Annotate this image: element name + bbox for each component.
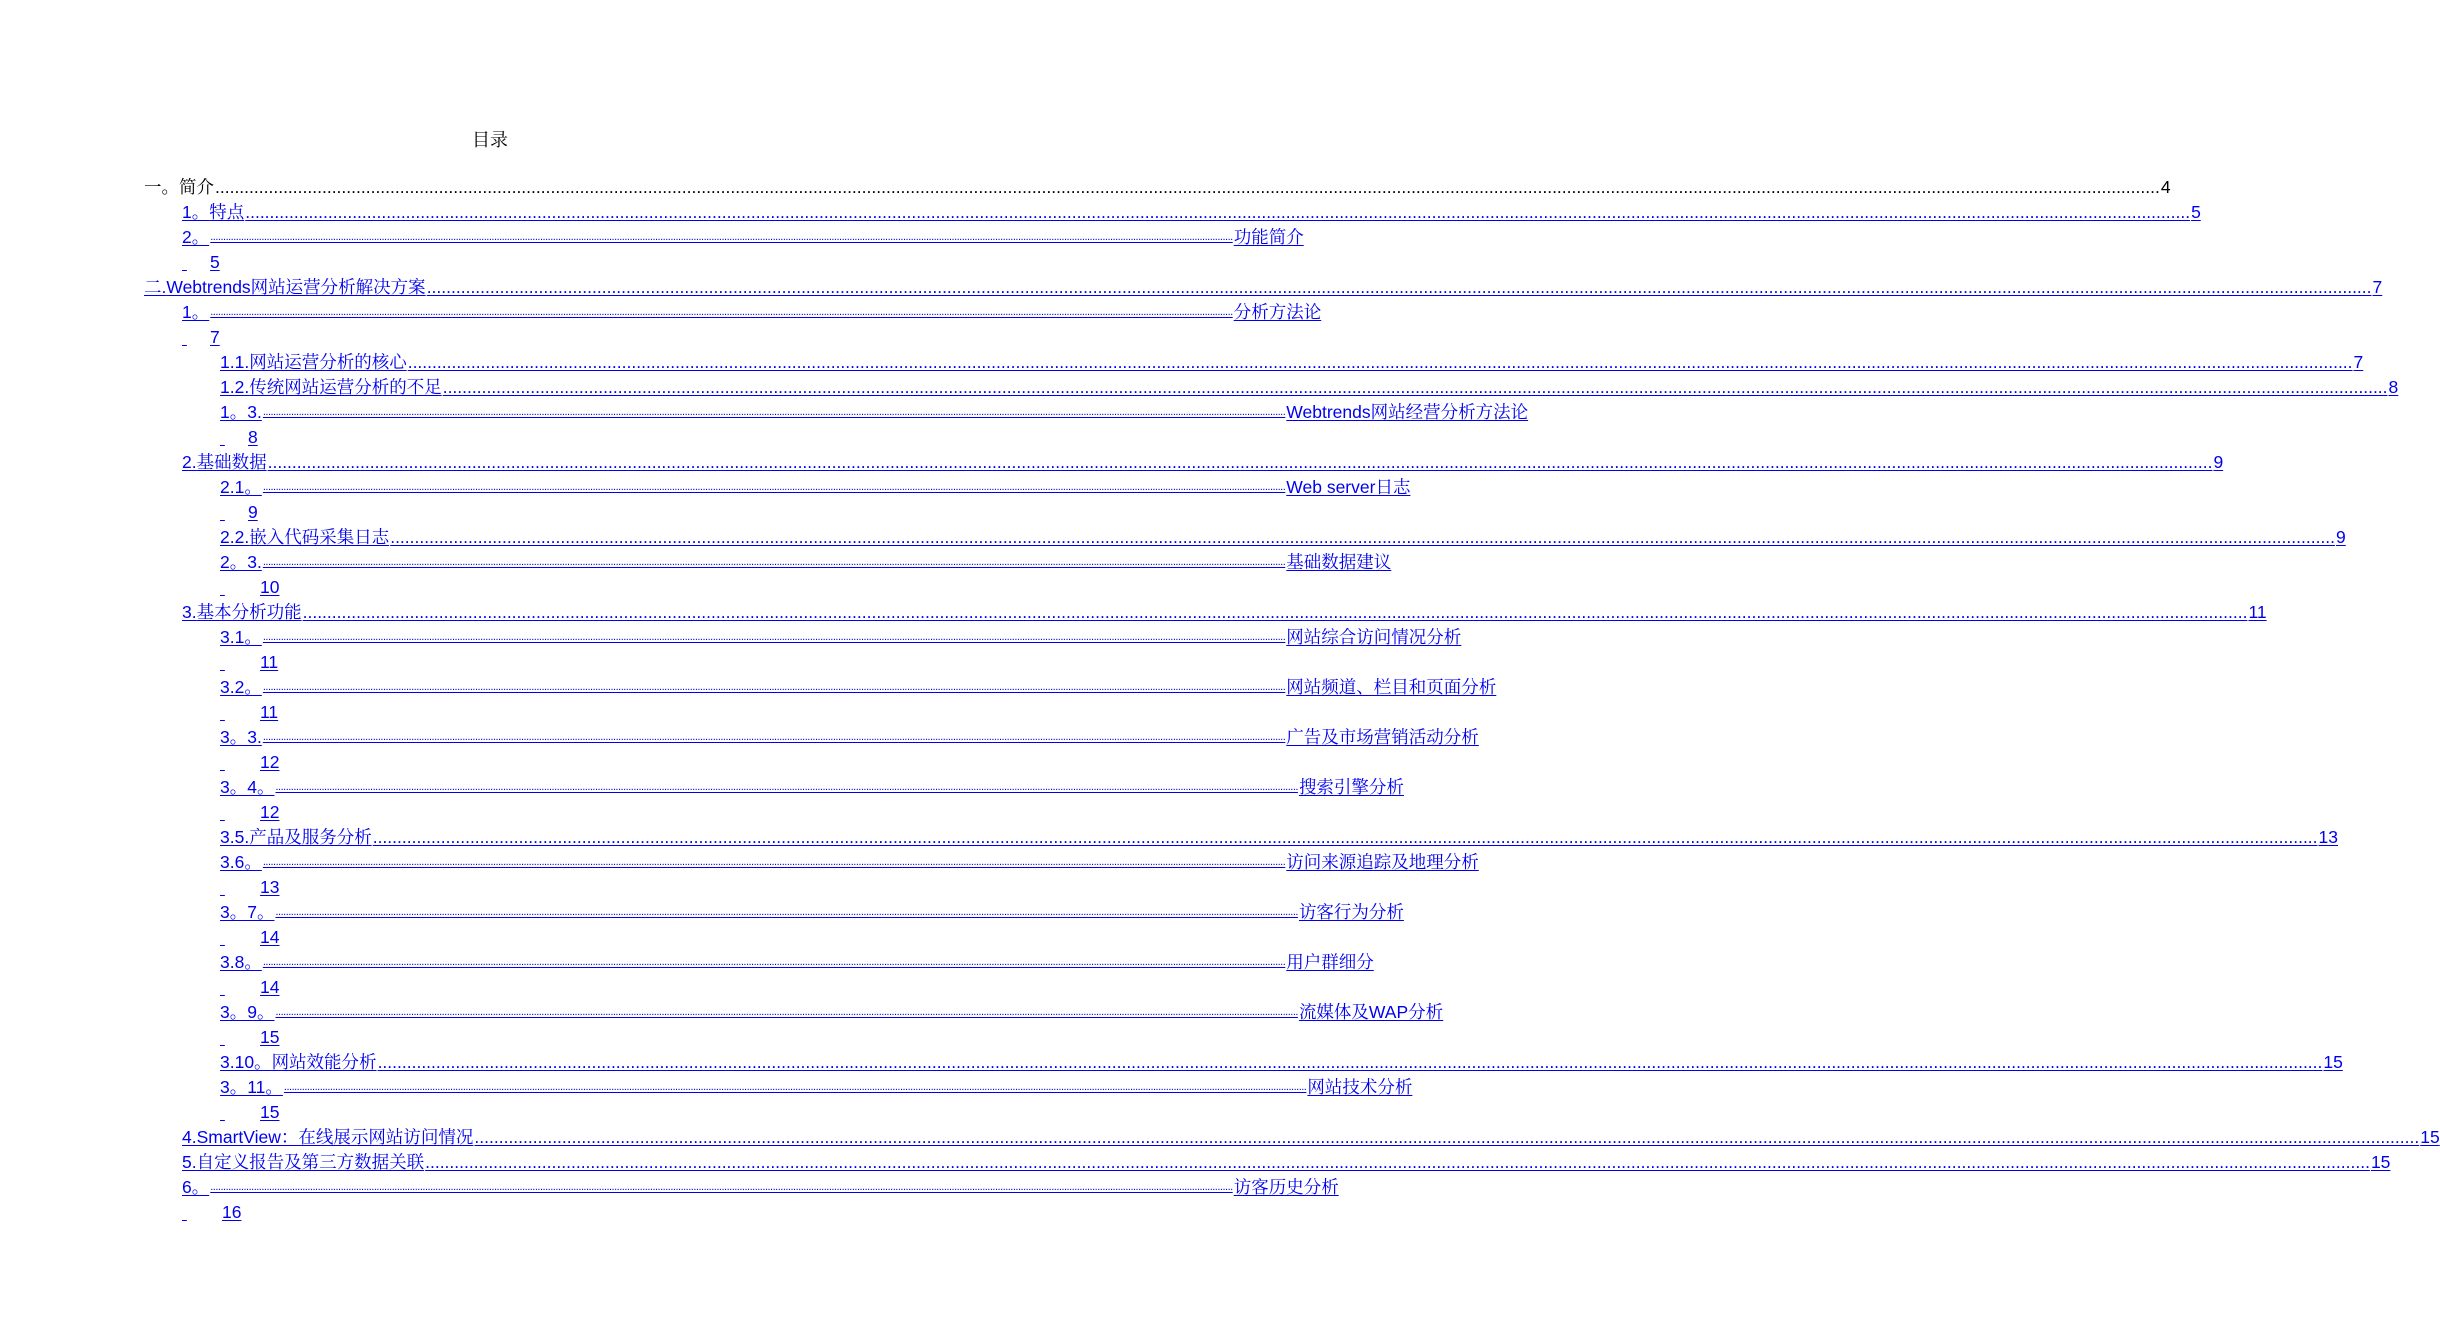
toc-entry-label: 访客行为分析 — [1298, 902, 1404, 922]
toc-entry-label: 搜索引擎分析 — [1298, 777, 1404, 797]
toc-entry-page: 9 — [2213, 452, 2224, 472]
toc-entry-label: 访问来源追踪及地理分析 — [1286, 852, 1479, 872]
toc-leader-dots: ................................................................................................................................................................................................................................................................................................................................................................................................................ — [407, 352, 2353, 372]
toc-entry-indent — [220, 576, 260, 598]
toc-leader-dots: ................................................................................................................................................................................................................................................................................................................................................................................................................ — [262, 681, 1286, 693]
toc-entry[interactable] — [182, 1174, 1339, 1198]
toc-entry-indent — [182, 1201, 222, 1223]
toc-entry[interactable] — [182, 199, 2201, 223]
document-title: 目录 — [472, 130, 508, 151]
toc-leader-dots: ................................................................................................................................................................................................................................................................................................................................................................................................................ — [372, 827, 2318, 847]
toc-entry-page: 11 — [260, 702, 279, 722]
toc-entry[interactable] — [182, 299, 1322, 323]
toc-entry-number: 2.2. — [220, 527, 250, 547]
toc-entry-number: 3.8。 — [220, 952, 262, 972]
toc-leader-dots: ................................................................................................................................................................................................................................................................................................................................................................................................................ — [215, 177, 2160, 197]
toc-entry-page-continuation[interactable] — [220, 974, 279, 998]
toc-entry-label: 网站综合访问情况分析 — [1286, 627, 1462, 647]
toc-entry-label: 嵌入代码采集日志 — [249, 527, 390, 547]
toc-entry-label: 网站运营分析的核心 — [249, 352, 407, 372]
toc-entry-page-continuation[interactable] — [220, 424, 258, 448]
toc-entry-number: 3。11。 — [220, 1077, 283, 1097]
toc-entry-indent — [220, 651, 260, 673]
toc-entry-number: 1.2. — [220, 377, 250, 397]
toc-entry[interactable] — [220, 1049, 2343, 1073]
toc-entry[interactable] — [220, 349, 2364, 373]
toc-entry-number: 1。 — [182, 202, 210, 222]
toc-entry-indent — [220, 926, 260, 948]
toc-entry-indent — [220, 801, 260, 823]
toc-entry-label: 特点 — [209, 202, 245, 222]
toc-entry-label: 用户群细分 — [1286, 952, 1374, 972]
toc-entry-indent — [220, 1101, 260, 1123]
toc-entry-page: 11 — [260, 652, 279, 672]
toc-entry[interactable] — [220, 949, 1374, 973]
toc-entry-page: 7 — [2372, 277, 2383, 297]
toc-entry-number: 1。3. — [220, 402, 262, 422]
toc-entry-number: 2. — [182, 452, 197, 472]
toc-entry-page: 8 — [248, 427, 258, 447]
toc-leader-dots: ................................................................................................................................................................................................................................................................................................................................................................................................................ — [210, 1181, 1233, 1193]
toc-entry-number: 3.2。 — [220, 677, 262, 697]
toc-entry-indent — [220, 426, 248, 448]
toc-entry[interactable] — [220, 899, 1404, 923]
toc-entry-page: 11 — [2248, 602, 2267, 622]
toc-entry-page-continuation[interactable] — [182, 324, 220, 348]
toc-entry-page-continuation[interactable] — [220, 1099, 279, 1123]
toc-entry[interactable] — [182, 224, 1304, 248]
toc-entry-number: 3.1。 — [220, 627, 262, 647]
toc-entry-page: 15 — [260, 1027, 280, 1047]
toc-entry-page-continuation[interactable] — [220, 499, 258, 523]
toc-entry-indent — [220, 751, 260, 773]
toc-leader-dots: ................................................................................................................................................................................................................................................................................................................................................................................................................ — [210, 231, 1233, 243]
toc-entry-page: 12 — [260, 752, 280, 772]
toc-entry-label: Webtrends网站经营分析方法论 — [1286, 402, 1529, 422]
toc-entry-number: 一。 — [144, 177, 179, 197]
toc-entry-indent — [220, 501, 248, 523]
toc-entry[interactable] — [220, 849, 1479, 873]
toc-entry-label: 网站效能分析 — [271, 1052, 377, 1072]
toc-entry-indent — [182, 251, 210, 273]
toc-entry-page-continuation[interactable] — [220, 699, 278, 723]
toc-entry[interactable] — [220, 774, 1404, 798]
toc-entry-page: 7 — [210, 327, 220, 347]
toc-entry-number: 1。 — [182, 302, 210, 322]
toc-entry[interactable] — [220, 999, 1444, 1023]
toc-entry-number: 3.6。 — [220, 852, 262, 872]
toc-entry-indent — [220, 1026, 260, 1048]
toc-entry-page: 9 — [2336, 527, 2346, 547]
toc-entry-page-continuation[interactable] — [220, 874, 279, 898]
toc-entry[interactable] — [220, 549, 1392, 573]
toc-entry-number: 3.5. — [220, 827, 250, 847]
toc-entry-label: 广告及市场营销活动分析 — [1286, 727, 1479, 747]
toc-leader-dots: ................................................................................................................................................................................................................................................................................................................................................................................................................ — [302, 602, 2248, 622]
toc-entry-indent — [220, 876, 260, 898]
toc-entry-label: 网站频道、栏目和页面分析 — [1286, 677, 1497, 697]
toc-entry-page-continuation[interactable] — [220, 924, 279, 948]
toc-entry-number: 5. — [182, 1152, 197, 1172]
toc-entry-page: 13 — [260, 877, 280, 897]
toc-entry-page-continuation[interactable] — [220, 1024, 279, 1048]
toc-entry-page: 15 — [2370, 1152, 2391, 1172]
toc-entry[interactable] — [220, 474, 1411, 498]
toc-leader-dots: ................................................................................................................................................................................................................................................................................................................................................................................................................ — [442, 377, 2388, 397]
toc-entry-label: 分析方法论 — [1233, 302, 1322, 322]
toc-entry-page: 4 — [2160, 177, 2171, 197]
toc-entry[interactable] — [220, 524, 2346, 548]
toc-entry[interactable] — [220, 824, 2338, 848]
toc-entry-page: 13 — [2318, 827, 2338, 847]
toc-entry-label: 简介 — [179, 177, 214, 197]
toc-entry-number: 6。 — [182, 1177, 210, 1197]
toc-entry-number: 3。4。 — [220, 777, 275, 797]
toc-entry-page: 8 — [2388, 377, 2399, 397]
toc-entry-page: 14 — [260, 927, 280, 947]
toc-entry-number: 3。9。 — [220, 1002, 275, 1022]
toc-entry-number: 2。 — [182, 227, 210, 247]
toc-leader-dots: ................................................................................................................................................................................................................................................................................................................................................................................................................ — [262, 406, 1286, 418]
toc-leader-dots: ................................................................................................................................................................................................................................................................................................................................................................................................................ — [262, 856, 1286, 868]
toc-leader-dots: ................................................................................................................................................................................................................................................................................................................................................................................................................ — [245, 202, 2191, 222]
toc-leader-dots: ................................................................................................................................................................................................................................................................................................................................................................................................................ — [283, 1081, 1307, 1093]
toc-entry[interactable] — [220, 624, 1462, 648]
toc-entry[interactable] — [144, 274, 2383, 298]
toc-entry-indent — [220, 976, 260, 998]
toc-entry-page-continuation[interactable] — [220, 574, 279, 598]
toc-entry[interactable] — [220, 399, 1529, 423]
toc-entry-page-continuation[interactable] — [182, 249, 220, 273]
toc-entry-indent — [182, 326, 210, 348]
toc-entry[interactable] — [182, 449, 2224, 473]
toc-entry-number: 3。7。 — [220, 902, 275, 922]
toc-leader-dots: ................................................................................................................................................................................................................................................................................................................................................................................................................ — [262, 481, 1286, 493]
toc-entry-label: 自定义报告及第三方数据关联 — [196, 1152, 425, 1172]
toc-entry[interactable] — [182, 1124, 2440, 1148]
toc-entry-label: 基本分析功能 — [196, 602, 302, 622]
toc-entry[interactable] — [182, 599, 2267, 623]
toc-entry-page: 16 — [222, 1202, 242, 1222]
toc-entry-page: 12 — [260, 802, 280, 822]
toc-leader-dots: ................................................................................................................................................................................................................................................................................................................................................................................................................ — [377, 1052, 2323, 1072]
toc-entry-page-continuation[interactable] — [220, 799, 279, 823]
toc-entry-number: 1.1. — [220, 352, 250, 372]
toc-entry-page: 5 — [210, 252, 220, 272]
toc-leader-dots: ................................................................................................................................................................................................................................................................................................................................................................................................................ — [275, 906, 1298, 918]
toc-leader-dots: ................................................................................................................................................................................................................................................................................................................................................................................................................ — [425, 1152, 2370, 1172]
toc-entry-number: 二. — [144, 277, 167, 297]
toc-entry-label: 网站技术分析 — [1307, 1077, 1413, 1097]
toc-entry-label: 基础数据 — [196, 452, 267, 472]
toc-entry-page: 15 — [2323, 1052, 2343, 1072]
toc-entry-number: 4. — [182, 1127, 197, 1147]
toc-entry-number: 3. — [182, 602, 197, 622]
toc-entry[interactable] — [220, 674, 1497, 698]
toc-entry-label: 产品及服务分析 — [249, 827, 372, 847]
toc-entry[interactable] — [220, 724, 1479, 748]
toc-entry-page: 7 — [2353, 352, 2364, 372]
toc-entry-label: 基础数据建议 — [1286, 552, 1392, 572]
toc-entry-page: 5 — [2191, 202, 2201, 222]
toc-leader-dots: ................................................................................................................................................................................................................................................................................................................................................................................................................ — [267, 452, 2213, 472]
toc-entry-label: 传统网站运营分析的不足 — [249, 377, 442, 397]
toc-entry[interactable] — [182, 1149, 2391, 1173]
toc-entry-page-continuation[interactable] — [182, 1199, 241, 1223]
toc-entry-number: 3。3. — [220, 727, 262, 747]
toc-leader-dots: ................................................................................................................................................................................................................................................................................................................................................................................................................ — [275, 1006, 1298, 1018]
toc-leader-dots: ................................................................................................................................................................................................................................................................................................................................................................................................................ — [390, 527, 2336, 547]
toc-entry-indent — [220, 701, 260, 723]
toc-leader-dots: ................................................................................................................................................................................................................................................................................................................................................................................................................ — [262, 956, 1286, 968]
toc-entry-label: Web server日志 — [1286, 477, 1411, 497]
toc-entry-label: SmartView：在线展示网站访问情况 — [196, 1127, 474, 1147]
toc-leader-dots: ................................................................................................................................................................................................................................................................................................................................................................................................................ — [275, 781, 1298, 793]
toc-entry[interactable] — [220, 1074, 1413, 1098]
toc-entry — [144, 174, 2171, 198]
toc-entry-page: 9 — [248, 502, 258, 522]
toc-entry-label: Webtrends网站运营分析解决方案 — [166, 277, 426, 297]
toc-entry-label: 功能简介 — [1233, 227, 1304, 247]
toc-leader-dots: ................................................................................................................................................................................................................................................................................................................................................................................................................ — [262, 556, 1286, 568]
toc-entry-page: 14 — [260, 977, 280, 997]
toc-leader-dots: ................................................................................................................................................................................................................................................................................................................................................................................................................ — [426, 277, 2372, 297]
toc-entry-page-continuation[interactable] — [220, 749, 279, 773]
toc-leader-dots: ................................................................................................................................................................................................................................................................................................................................................................................................................ — [474, 1127, 2420, 1147]
toc-entry[interactable] — [220, 374, 2399, 398]
toc-entry-page: 15 — [260, 1102, 280, 1122]
toc-entry-number: 3.10。 — [220, 1052, 272, 1072]
toc-leader-dots: ................................................................................................................................................................................................................................................................................................................................................................................................................ — [210, 306, 1233, 318]
toc-entry-page: 15 — [2420, 1127, 2440, 1147]
toc-entry-page-continuation[interactable] — [220, 649, 278, 673]
toc-leader-dots: ................................................................................................................................................................................................................................................................................................................................................................................................................ — [262, 631, 1286, 643]
toc-entry-number: 2。3. — [220, 552, 262, 572]
toc-entry-number: 2.1。 — [220, 477, 262, 497]
toc-entry-label: 访客历史分析 — [1233, 1177, 1339, 1197]
toc-leader-dots: ................................................................................................................................................................................................................................................................................................................................................................................................................ — [262, 731, 1286, 743]
toc-entry-label: 流媒体及WAP分析 — [1298, 1002, 1444, 1022]
toc-entry-page: 10 — [260, 577, 280, 597]
